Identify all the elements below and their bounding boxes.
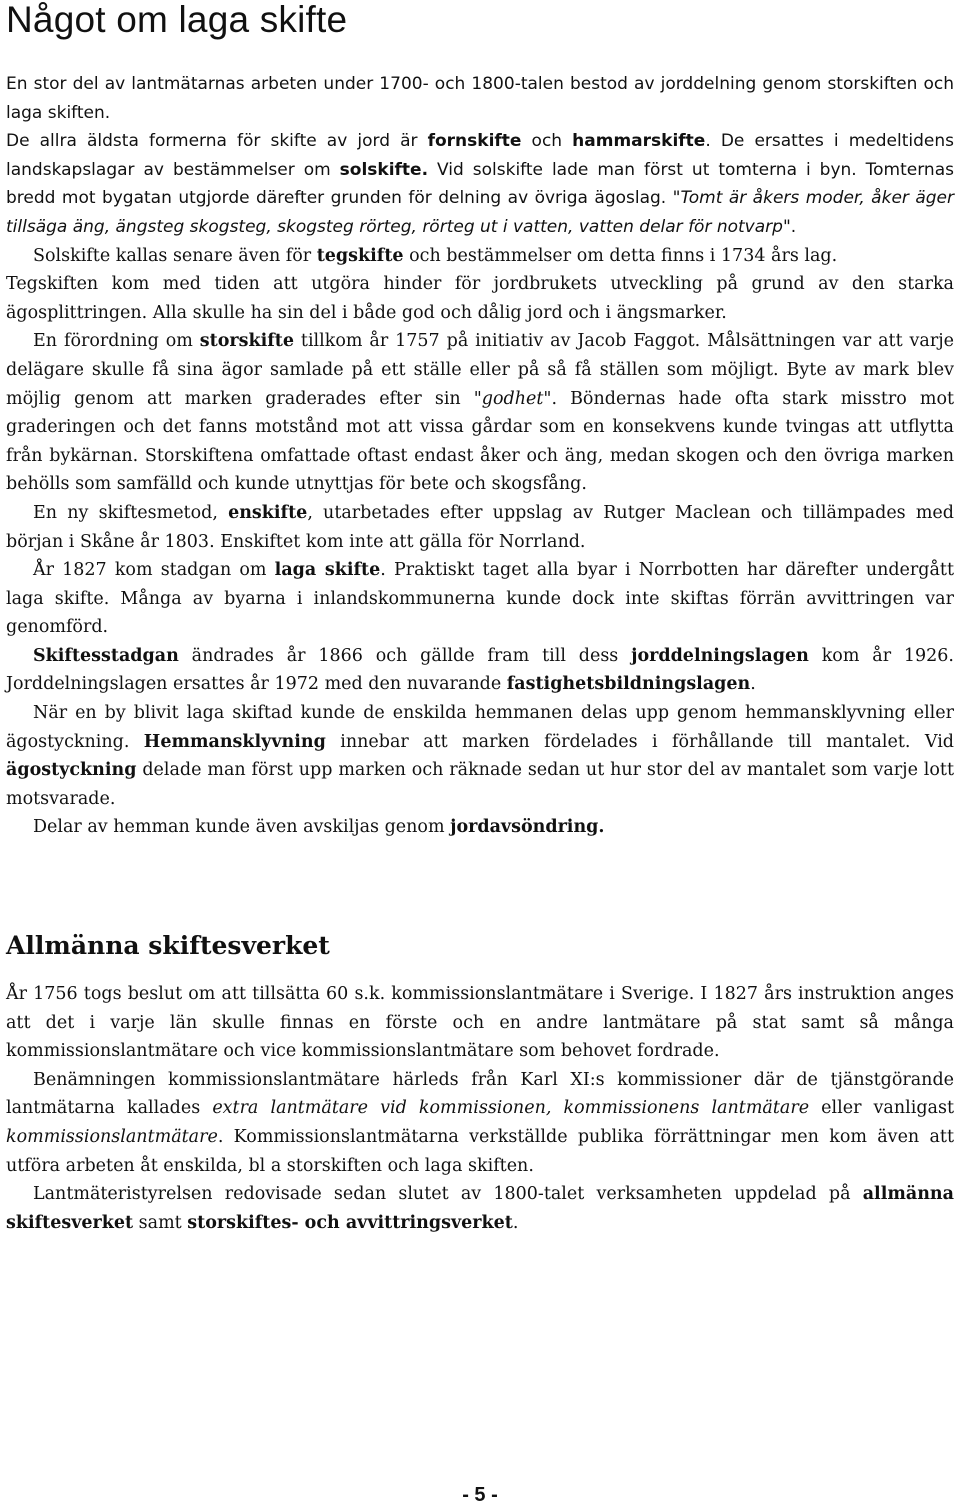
paragraph-tegskifte: Solskifte kallas senare även för tegskifte och bestämmelser om detta finns i 1734 års lag. <box>33 245 838 266</box>
paragraph-lagar: Skiftesstadgan ändrades år 1866 och gällde fram till dess jorddelningslagen kom år 1926. Jorddelningslagen ersattes år 1972 med den nuvarande fastighetsbildningslagen. <box>6 645 954 695</box>
term-jorddelningslagen: jorddelningslagen <box>631 645 809 666</box>
term-kommissionslantmatare: kommissionslantmätare <box>6 1126 218 1147</box>
term-fastighetsbildningslagen: fastighetsbildningslagen <box>506 674 751 695</box>
section-heading: Allmänna skiftesverket <box>6 931 330 960</box>
term-laga-skifte: laga skifte <box>274 560 381 581</box>
page-title: Något om laga skifte <box>6 0 348 40</box>
term-skiftesstadgan: Skiftesstadgan <box>33 645 179 666</box>
paragraph-hemmansklyvning: När en by blivit laga skiftad kunde de enskilda hemmanen delas upp genom hemmansklyvning eller ägostyckning. Hemmansklyvning innebar att marken fördelades i förhållande till mantalet. Vid ägostyckning delade man först upp marken och räknade sedan ut hur stor del av mantalet som varje lott motsvarade. <box>6 703 955 809</box>
term-hammarskifte: hammarskifte <box>572 131 706 152</box>
section-laga-skifte <box>6 70 954 842</box>
page-number: - 5 - <box>462 1484 498 1506</box>
paragraph-enskifte: En ny skiftesmetod, enskifte, utarbetades efter uppslag av Rutger Maclean och tillämpades med början i Skåne år 1803. Enskiftet kom inte att gälla för Norrland. <box>6 502 954 552</box>
paragraph-agosplittring: Tegskiften kom med tiden att utgöra hinder för jordbrukets utveckling på grund av den starka ägosplittringen. Alla skulle ha sin del i både god och dålig jord och i ängsmarker. <box>6 274 954 323</box>
term-storskiftes-och-avvittringsverket: storskiftes- och avvittringsverket <box>187 1212 513 1233</box>
term-storskifte: storskifte <box>199 331 294 352</box>
term-agostyckning: ägostyckning <box>6 760 137 781</box>
term-godhet: godhet <box>481 388 544 409</box>
term-extra-lantmatare: extra lantmätare vid kommissionen, kommissionens lantmätare <box>212 1098 810 1119</box>
quote: Tomt är åkers moder, åker äger tillsäga äng, ängsteg skogsteg, skogsteg rörteg, rörteg ut i vatten, vatten delar för notvarp <box>6 188 954 237</box>
term-fornskifte: fornskifte <box>427 131 522 152</box>
paragraph-storskifte: En förordning om storskifte tillkom år 1757 på initiativ av Jacob Faggot. Målsättningen var att varje delägare skulle få sina ägor samlade på ett ställe eller på så få ställen som möjligt. Byte av mark blev möjlig genom att marken graderades efter sin "godhet". Böndernas hade ofta stark misstro mot graderingen och det fanns motstånd mot att vissa gårdar som en konsekvens kunde tvingas att utflytta från bykärnan. Storskiftena omfattade oftast endast åker och äng, medan skogen och den övriga marken behölls som samfälld och kunde utnyttjas för bete och skogsfång. <box>6 331 955 495</box>
section-allmanna-skiftesverket <box>6 980 954 1237</box>
term-solskifte: solskifte. <box>339 159 429 180</box>
paragraph-kommissionslantmatare: År 1756 togs beslut om att tillsätta 60 s.k. kommissionslantmätare i Sverige. I 1827 års instruktion anges att det i varje län skulle finnas en förste och en andre lantmätare på stat samt så många kommissionslantmätare och vice kommissionslantmätare som behovet fordrade. <box>6 984 954 1062</box>
term-allmanna-skiftesverket: allmänna skiftesverket <box>6 1184 954 1233</box>
paragraph-intro: En stor del av lantmätarnas arbeten under 1700- och 1800-talen bestod av jorddelning genom storskiften och laga skiften. <box>6 74 954 123</box>
term-tegskifte: tegskifte <box>316 245 404 266</box>
paragraph-benamning: Benämningen kommissionslantmätare härleds från Karl XI:s kommissioner där de tjänstgörande lantmätarna kallades extra lantmätare vid kommissionen, kommissionens lantmätare eller vanligast kommissionslantmätare. Kommissionslantmätarna verkställde publika förrättningar men kom även att utföra arbeten åt enskilda, bl a storskiften och laga skiften. <box>6 1069 954 1176</box>
paragraph-skiftesformer: De allra äldsta formerna för skifte av jord är fornskifte och hammarskifte. De ersattes i medeltidens landskapslagar av bestämmelser om solskifte. Vid solskifte lade man först ut tomterna i byn. Tomternas bredd mot bygatan utgjorde därefter grunden för delning av övriga ägoslag. "Tomt är åkers moder, åker äger tillsäga äng, ängsteg skogsteg, skogsteg rörteg, rörteg ut i vatten, vatten delar för notvarp". <box>6 131 954 237</box>
paragraph-laga-skifte: År 1827 kom stadgan om laga skifte. Praktiskt taget alla byar i Norrbotten har därefter undergått laga skifte. Många av byarna i inlandskommunerna kunde dock inte skiftas förrän avvittringen var genomförd. <box>6 560 954 638</box>
term-jordavsondring: jordavsöndring. <box>450 817 605 838</box>
term-enskifte: enskifte <box>228 502 308 523</box>
paragraph-lantmateristyrelsen: Lantmäteristyrelsen redovisade sedan slutet av 1800-talet verksamheten uppdelad på allmänna skiftesverket samt storskiftes- och avvittringsverket. <box>6 1184 954 1233</box>
paragraph-jordavsondring: Delar av hemman kunde även avskiljas genom jordavsöndring. <box>33 817 605 838</box>
term-hemmansklyvning: Hemmansklyvning <box>143 731 326 752</box>
